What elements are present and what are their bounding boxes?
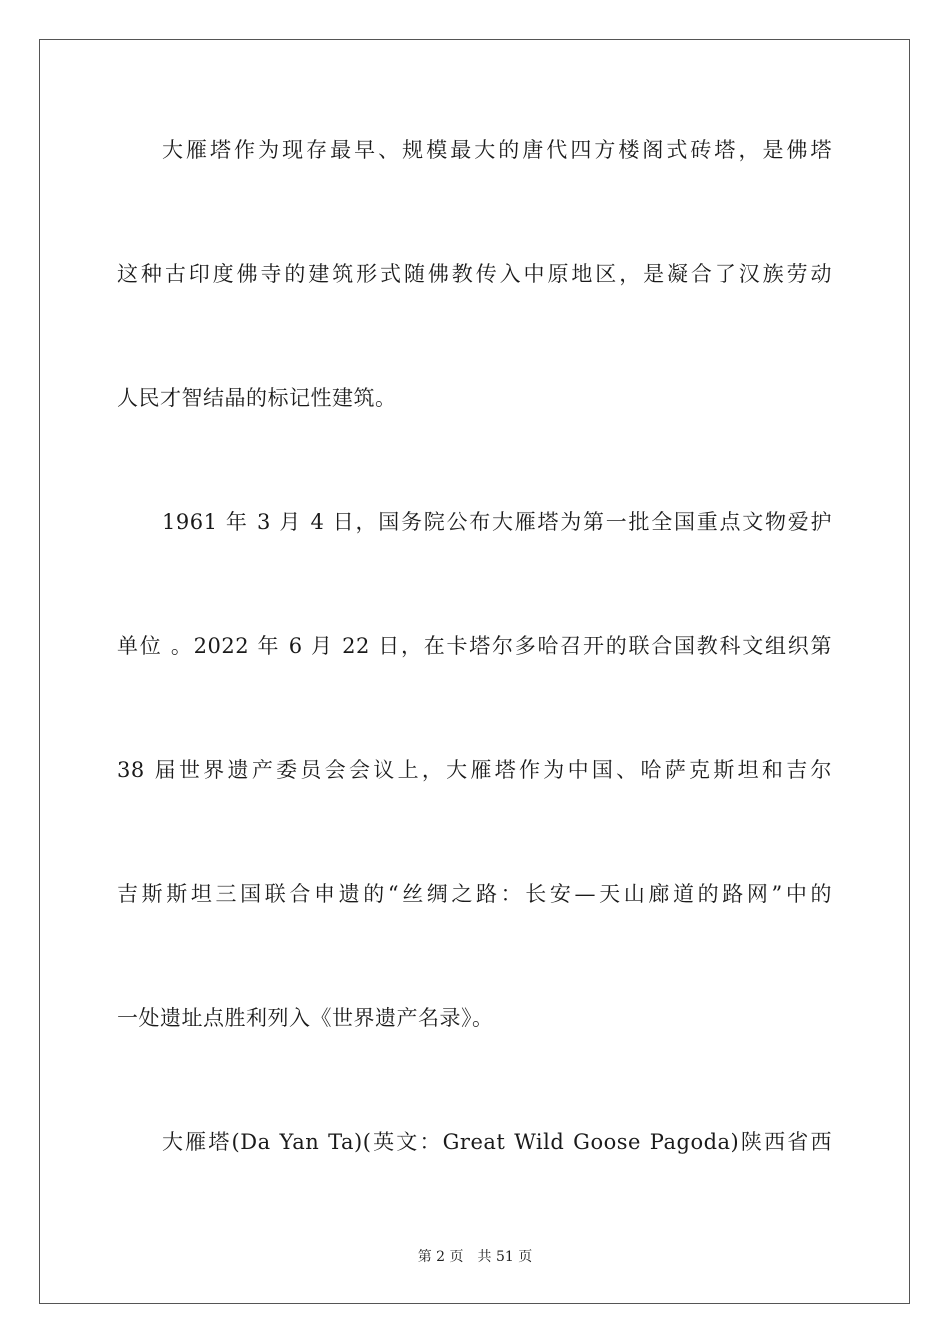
page-total: 共 51 页 [477, 1249, 533, 1265]
paragraph-2-line-2: 单位 。2022 年 6 月 22 日，在卡塔尔多哈召开的联合国教科文组织第 [117, 634, 832, 658]
paragraph-2-line-5: 一处遗址点胜利列入《世界遗产名录》。 [117, 1006, 494, 1030]
paragraph-1-line-3: 人民才智结晶的标记性建筑。 [117, 386, 397, 410]
paragraph-2-line-1: 1961 年 3 月 4 日，国务院公布大雁塔为第一批全国重点文物爱护 [162, 510, 832, 534]
paragraph-2-line-4: 吉斯斯坦三国联合申遗的“丝绸之路：长安—天山廊道的路网”中的 [117, 882, 832, 906]
paragraph-1-line-2: 这种古印度佛寺的建筑形式随佛教传入中原地区，是凝合了汉族劳动 [117, 262, 832, 286]
page-number: 第 2 页 [417, 1249, 464, 1265]
paragraph-3-line-1: 大雁塔(Da Yan Ta)(英文：Great Wild Goose Pagoda)陕西省西 [162, 1130, 832, 1154]
paragraph-2-line-3: 38 届世界遗产委员会会议上，大雁塔作为中国、哈萨克斯坦和吉尔 [117, 758, 832, 782]
page-border [39, 39, 910, 1304]
paragraph-1-line-1: 大雁塔作为现存最早、规模最大的唐代四方楼阁式砖塔，是佛塔 [162, 138, 832, 162]
page-footer [0, 1246, 950, 1266]
